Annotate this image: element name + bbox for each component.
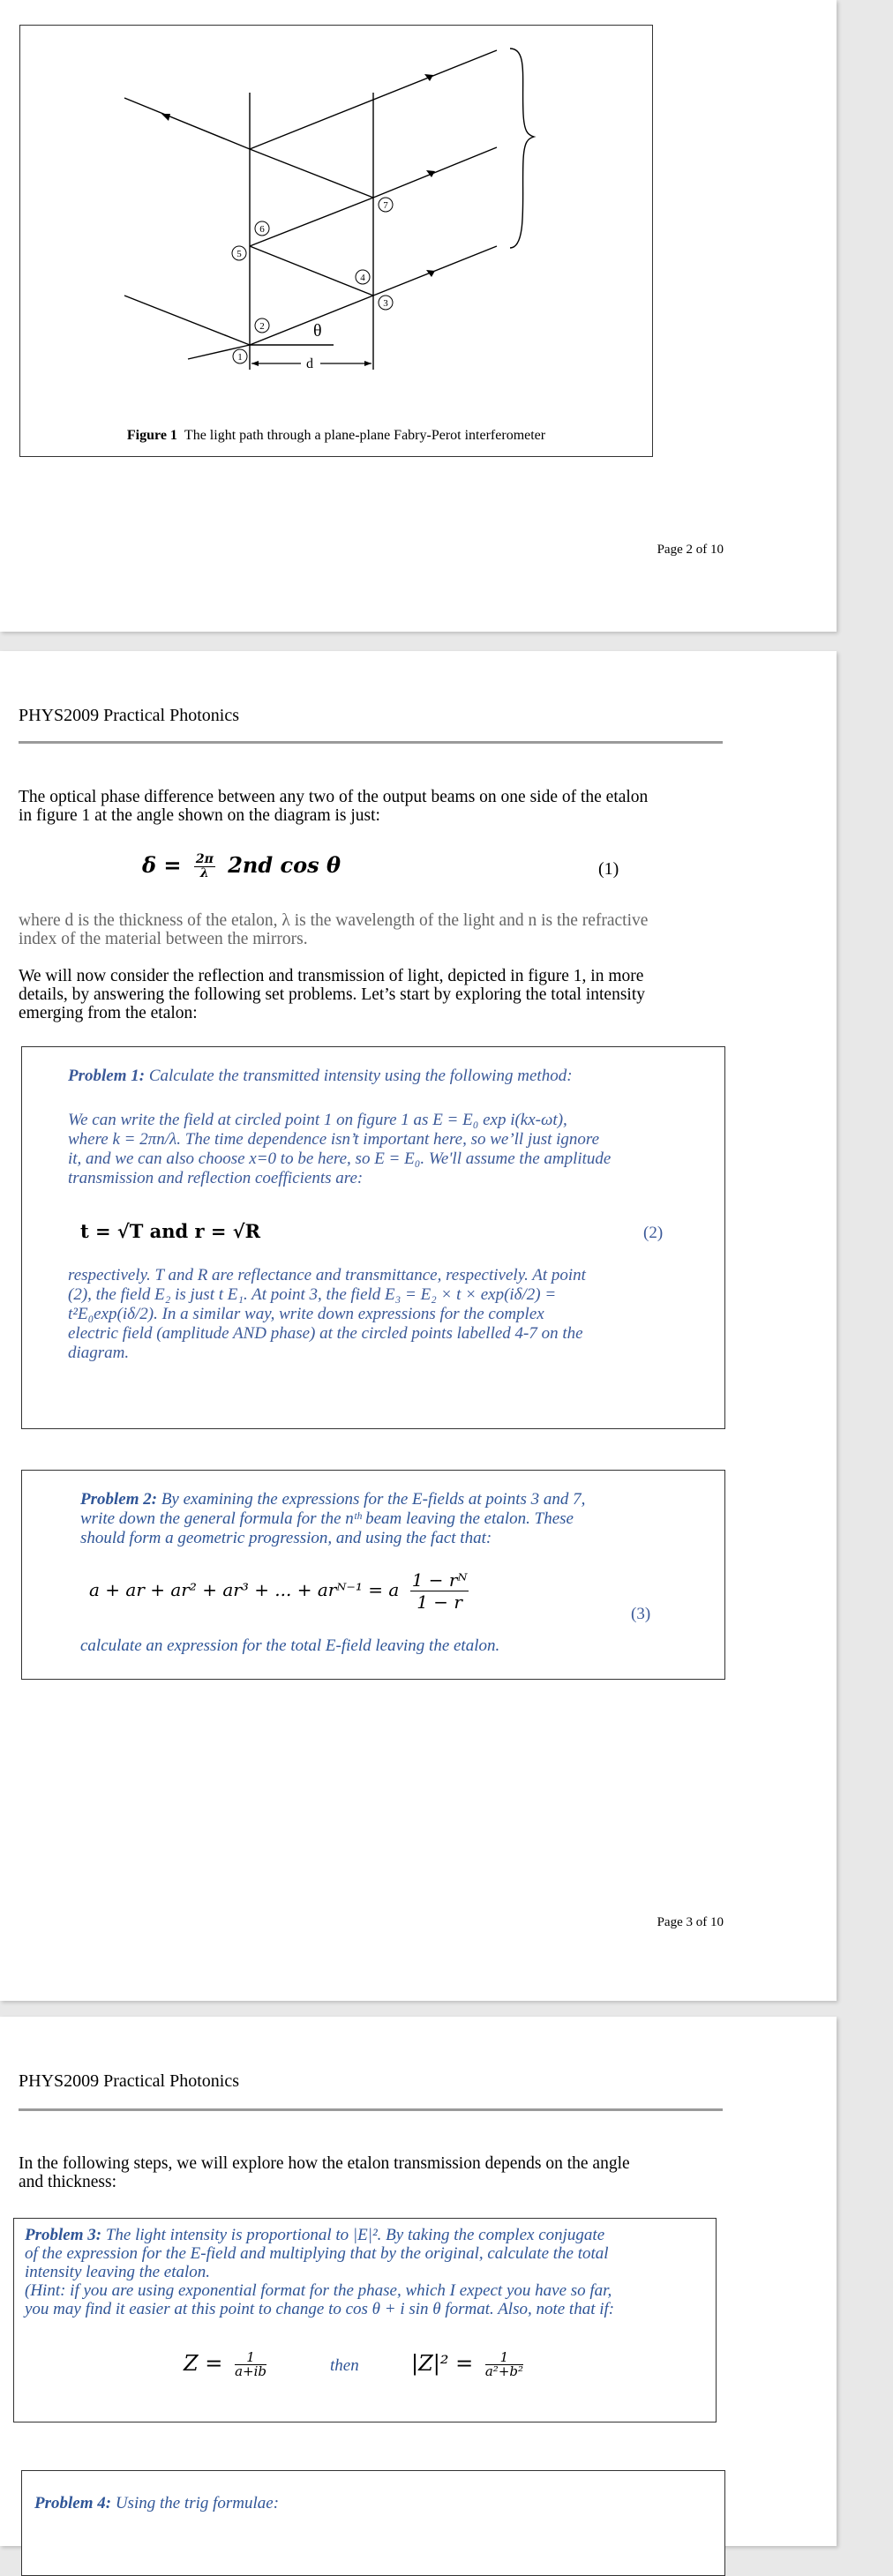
- eq1-den: λ: [199, 866, 209, 880]
- zmod-den: a²+b²: [484, 2363, 523, 2379]
- text-line: transmission and reflection coefficients are:: [68, 1169, 364, 1187]
- equation-3: [89, 1569, 474, 1613]
- eq1-fraction: [194, 853, 215, 880]
- text-line: [25, 2226, 614, 2244]
- problem-1-title-rest: Calculate the transmitted intensity using the following method:: [145, 1067, 573, 1085]
- text-line: electric field (amplitude AND phase) at the circled points labelled 4-7 on the: [68, 1324, 583, 1343]
- eq3-fraction: [410, 1569, 469, 1613]
- problem-1-body-b: [68, 1266, 586, 1363]
- equation-2: t = √T and r = √R: [80, 1220, 261, 1242]
- d-label: d: [306, 356, 313, 371]
- page-3: [0, 651, 837, 2001]
- equation-z-modulus: [411, 2351, 529, 2378]
- text-line: details, by answering the following set problems. Let’s start by exploring the total intensity: [19, 985, 645, 1004]
- viewer-background-strip: [837, 0, 893, 2535]
- text-line: of the expression for the E-field and multiplying that by the original, calculate the total: [25, 2244, 609, 2263]
- text-line: respectively. T and R are reflectance and transmittance, respectively. At point: [68, 1266, 586, 1284]
- eq3-den: 1 − r: [416, 1591, 462, 1613]
- z-lhs: Z =: [184, 2351, 223, 2376]
- fabry-perot-diagram: [20, 26, 652, 414]
- page-4: [0, 2017, 837, 2546]
- problem-4-rest: Using the trig formulae:: [111, 2494, 280, 2512]
- text-line: and thickness:: [19, 2173, 117, 2191]
- equation-3-number: (3): [631, 1605, 651, 1623]
- problem-1-title: Problem 1:: [68, 1067, 146, 1085]
- figure-1-box: [19, 25, 653, 457]
- figure-caption: [20, 428, 652, 444]
- eq1-rhs: 2nd cos θ: [228, 852, 341, 878]
- z-num: 1: [235, 2351, 266, 2365]
- text-line: (Hint: if you are using exponential format for the phase, which I expect you have so far,: [25, 2281, 612, 2300]
- text-line: in figure 1 at the angle shown on the diagram is just:: [19, 806, 380, 825]
- problem-1-body-a: [68, 1111, 611, 1188]
- theta-label: θ: [313, 321, 322, 341]
- text-line: you may find it easier at this point to change to cos θ + i sin θ format. Also, note that if:: [25, 2300, 615, 2318]
- text-line: [80, 1490, 585, 1509]
- zmod-num: 1: [485, 2351, 523, 2365]
- header-rule: [19, 2108, 723, 2111]
- eq1-num: 2π: [195, 852, 214, 866]
- equation-2-number: (2): [643, 1224, 664, 1242]
- page-2: [0, 0, 837, 632]
- page-number-2: Page 2 of 10: [657, 543, 724, 557]
- problem-4-title: Problem 4:: [34, 2494, 112, 2512]
- equation-1-number: (1): [598, 859, 619, 879]
- equation-1-math: [142, 852, 341, 880]
- problem-4-box: [21, 2470, 725, 2576]
- problem-3-box: [13, 2218, 717, 2422]
- text-line: t²E₀exp(iδ/2). In a similar way, write down expressions for the complex: [68, 1305, 544, 1323]
- point-4-label: 4: [360, 273, 365, 283]
- z-fraction: [235, 2351, 266, 2378]
- equation-z: [184, 2351, 272, 2378]
- problem-4-body: [34, 2494, 279, 2513]
- point-6-label: 6: [259, 224, 265, 235]
- text-line: (2), the field E₂ is just t E₁. At point 3, the field E₃ = E₂ × t × exp(iδ/2) =: [68, 1285, 557, 1304]
- text-line: where d is the thickness of the etalon, λ is the wavelength of the light and n is the refractive: [19, 911, 649, 930]
- text-line: it, and we can also choose x=0 to be here, so E = E₀. We'll assume the amplitude: [68, 1149, 612, 1168]
- problem-3-body: [25, 2226, 614, 2318]
- problem-2-title: Problem 2:: [80, 1490, 158, 1509]
- point-2-label: 2: [259, 321, 265, 332]
- zmod-fraction: [485, 2351, 523, 2378]
- problem-2-closing: calculate an expression for the total E-field leaving the etalon.: [80, 1636, 500, 1655]
- intro-paragraph-4: [19, 2154, 724, 2191]
- then-word: then: [330, 2356, 359, 2375]
- problem-1-box: [21, 1046, 725, 1429]
- text-line: intensity leaving the etalon.: [25, 2263, 211, 2281]
- eq1-lhs: δ =: [142, 852, 182, 878]
- point-7-label: 7: [383, 200, 388, 211]
- page-header: PHYS2009 Practical Photonics: [19, 706, 239, 725]
- equation-1: [19, 849, 723, 884]
- problem-2-box: [21, 1470, 725, 1680]
- page-header: PHYS2009 Practical Photonics: [19, 2071, 239, 2091]
- text-line: index of the material between the mirrors.: [19, 930, 308, 948]
- figure-caption-label: Figure 1: [126, 428, 177, 443]
- eq3-lhs: a + ar + ar² + ar³ + ... + arᴺ⁻¹ = a: [89, 1579, 400, 1600]
- text-line: The optical phase difference between any two of the output beams on one side of the etalon: [19, 788, 649, 806]
- where-paragraph: [19, 911, 724, 948]
- text-line: write down the general formula for the nᵗʰ beam leaving the etalon. These: [80, 1509, 574, 1528]
- text-line: emerging from the etalon:: [19, 1004, 198, 1022]
- text-line: where k = 2πn/λ. The time dependence isn’t important here, so we’ll just ignore: [68, 1130, 600, 1149]
- z-den: a+ib: [235, 2363, 266, 2379]
- header-rule: [19, 741, 723, 744]
- problem-2-body: [80, 1490, 585, 1548]
- problem-3-title: Problem 3:: [25, 2226, 102, 2244]
- text-line: We will now consider the reflection and transmission of light, depicted in figure 1, in more: [19, 967, 644, 985]
- problem-3-rest: The light intensity is proportional to |E|². By taking the complex conjugate: [101, 2226, 605, 2244]
- text-line: diagram.: [68, 1344, 130, 1362]
- figure-caption-text: The light path through a plane-plane Fabry-Perot interferometer: [184, 428, 546, 443]
- text-line: We can write the field at circled point 1 on figure 1 as E = E₀ exp i(kx-ωt),: [68, 1111, 567, 1129]
- problem-2-title-rest: By examining the expressions for the E-fields at points 3 and 7,: [157, 1490, 586, 1509]
- text-line: should form a geometric progression, and using the fact that:: [80, 1529, 492, 1547]
- point-3-label: 3: [383, 298, 388, 309]
- consider-paragraph: [19, 967, 724, 1022]
- point-5-label: 5: [236, 249, 242, 259]
- text-line: In the following steps, we will explore how the etalon transmission depends on the angle: [19, 2154, 630, 2173]
- problem-1-title-line: [68, 1067, 573, 1086]
- page-number-3: Page 3 of 10: [657, 1915, 724, 1929]
- intro-paragraph: [19, 788, 724, 825]
- eq3-num: 1 − rᴺ: [411, 1569, 468, 1591]
- zmod-lhs: |Z|² =: [411, 2351, 474, 2376]
- point-1-label: 1: [237, 352, 243, 363]
